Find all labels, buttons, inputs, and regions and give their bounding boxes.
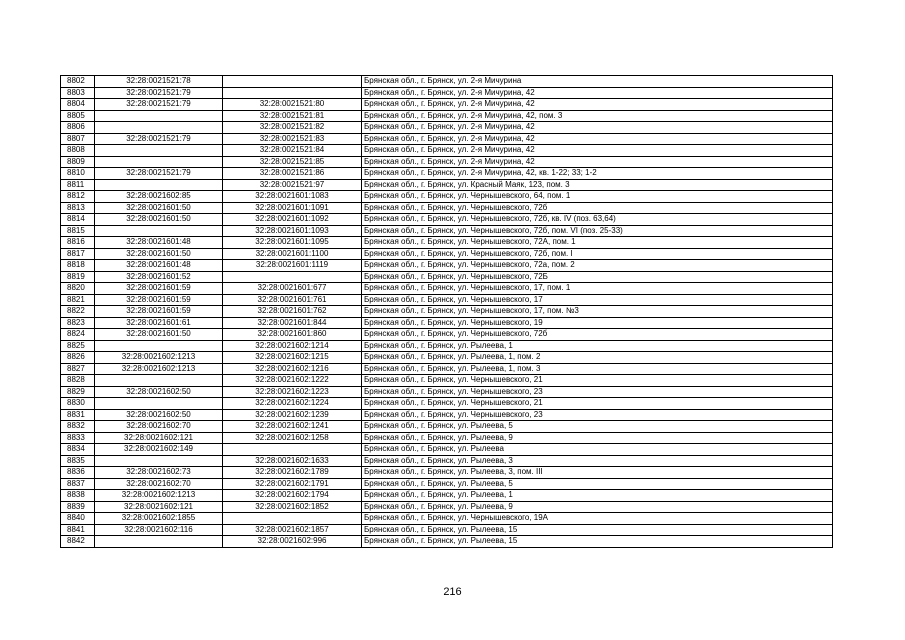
record-number-cell: 8831 — [61, 409, 95, 421]
parent-cadastral-number-cell: 32:28:0021601:61 — [95, 317, 223, 329]
record-number-cell: 8833 — [61, 432, 95, 444]
parent-cadastral-number-cell: 32:28:0021521:78 — [95, 76, 223, 88]
table-row — [61, 283, 833, 295]
table-row — [61, 524, 833, 536]
table-row — [61, 513, 833, 525]
address-cell: Брянская обл., г. Брянск, ул. Рылеева — [362, 444, 833, 456]
record-number-cell: 8816 — [61, 237, 95, 249]
address-cell: Брянская обл., г. Брянск, ул. Чернышевского, 17, пом. 1 — [362, 283, 833, 295]
address-cell: Брянская обл., г. Брянск, ул. Рылеева, 9 — [362, 432, 833, 444]
cadastral-number-cell: 32:28:0021601:844 — [223, 317, 362, 329]
cadastral-number-cell: 32:28:0021602:1239 — [223, 409, 362, 421]
table-row — [61, 352, 833, 364]
address-cell: Брянская обл., г. Брянск, ул. Чернышевского, 17, пом. №3 — [362, 306, 833, 318]
parent-cadastral-number-cell — [95, 225, 223, 237]
record-number-cell: 8824 — [61, 329, 95, 341]
address-cell: Брянская обл., г. Брянск, ул. Чернышевского, 72б, пом. I — [362, 248, 833, 260]
record-number-cell: 8837 — [61, 478, 95, 490]
cadastral-number-cell: 32:28:0021602:1857 — [223, 524, 362, 536]
cadastral-number-cell: 32:28:0021602:1222 — [223, 375, 362, 387]
cadastral-number-cell: 32:28:0021602:1852 — [223, 501, 362, 513]
cadastral-number-cell: 32:28:0021521:83 — [223, 133, 362, 145]
record-number-cell: 8828 — [61, 375, 95, 387]
parent-cadastral-number-cell — [95, 536, 223, 548]
address-cell: Брянская обл., г. Брянск, ул. Красный Маяк, 123, пом. 3 — [362, 179, 833, 191]
record-number-cell: 8839 — [61, 501, 95, 513]
table-row — [61, 444, 833, 456]
address-cell: Брянская обл., г. Брянск, ул. Чернышевского, 17 — [362, 294, 833, 306]
address-cell: Брянская обл., г. Брянск, ул. Чернышевского, 23 — [362, 386, 833, 398]
parent-cadastral-number-cell: 32:28:0021602:116 — [95, 524, 223, 536]
cadastral-number-cell: 32:28:0021602:1241 — [223, 421, 362, 433]
address-cell: Брянская обл., г. Брянск, ул. Рылеева, 3, пом. III — [362, 467, 833, 479]
address-cell: Брянская обл., г. Брянск, ул. Чернышевского, 19А — [362, 513, 833, 525]
cadastral-number-cell: 32:28:0021521:80 — [223, 99, 362, 111]
table-row — [61, 133, 833, 145]
table-row — [61, 386, 833, 398]
parent-cadastral-number-cell: 32:28:0021521:79 — [95, 133, 223, 145]
record-number-cell: 8808 — [61, 145, 95, 157]
record-number-cell: 8842 — [61, 536, 95, 548]
table-row — [61, 421, 833, 433]
address-cell: Брянская обл., г. Брянск, ул. Чернышевского, 72б, пом. VI (поз. 25-33) — [362, 225, 833, 237]
page-number: 216 — [443, 586, 462, 598]
table-row — [61, 260, 833, 272]
parent-cadastral-number-cell: 32:28:0021601:48 — [95, 260, 223, 272]
cadastral-number-cell: 32:28:0021601:860 — [223, 329, 362, 341]
parent-cadastral-number-cell: 32:28:0021602:121 — [95, 501, 223, 513]
table-row — [61, 168, 833, 180]
table-row — [61, 363, 833, 375]
record-number-cell: 8806 — [61, 122, 95, 134]
cadastral-number-cell: 32:28:0021601:1100 — [223, 248, 362, 260]
cadastral-number-cell: 32:28:0021601:1093 — [223, 225, 362, 237]
parent-cadastral-number-cell: 32:28:0021601:59 — [95, 294, 223, 306]
parent-cadastral-number-cell — [95, 340, 223, 352]
address-cell: Брянская обл., г. Брянск, ул. Чернышевского, 72б — [362, 202, 833, 214]
cadastral-number-cell: 32:28:0021602:1633 — [223, 455, 362, 467]
address-cell: Брянская обл., г. Брянск, ул. Чернышевского, 21 — [362, 398, 833, 410]
record-number-cell: 8823 — [61, 317, 95, 329]
address-cell: Брянская обл., г. Брянск, ул. Рылеева, 1 — [362, 340, 833, 352]
cadastral-number-cell: 32:28:0021602:1791 — [223, 478, 362, 490]
record-number-cell: 8820 — [61, 283, 95, 295]
cadastral-number-cell: 32:28:0021602:996 — [223, 536, 362, 548]
parent-cadastral-number-cell — [95, 110, 223, 122]
address-cell: Брянская обл., г. Брянск, ул. Рылеева, 15 — [362, 536, 833, 548]
address-cell: Брянская обл., г. Брянск, ул. 2-я Мичурина, 42 — [362, 99, 833, 111]
parent-cadastral-number-cell: 32:28:0021602:1213 — [95, 490, 223, 502]
table-row — [61, 271, 833, 283]
cadastral-number-cell: 32:28:0021521:85 — [223, 156, 362, 168]
cadastral-number-cell: 32:28:0021601:1083 — [223, 191, 362, 203]
parent-cadastral-number-cell — [95, 375, 223, 387]
parent-cadastral-number-cell: 32:28:0021601:50 — [95, 329, 223, 341]
table-row — [61, 432, 833, 444]
parent-cadastral-number-cell: 32:28:0021601:52 — [95, 271, 223, 283]
address-cell: Брянская обл., г. Брянск, ул. Чернышевского, 72Б — [362, 271, 833, 283]
record-number-cell: 8805 — [61, 110, 95, 122]
record-number-cell: 8835 — [61, 455, 95, 467]
cadastral-number-cell — [223, 271, 362, 283]
cadastral-number-cell: 32:28:0021602:1214 — [223, 340, 362, 352]
parent-cadastral-number-cell: 32:28:0021602:1213 — [95, 352, 223, 364]
table-row — [61, 294, 833, 306]
parent-cadastral-number-cell: 32:28:0021601:48 — [95, 237, 223, 249]
table-row — [61, 306, 833, 318]
parent-cadastral-number-cell — [95, 122, 223, 134]
record-number-cell: 8810 — [61, 168, 95, 180]
address-cell: Брянская обл., г. Брянск, ул. 2-я Мичурина — [362, 76, 833, 88]
parent-cadastral-number-cell: 32:28:0021521:79 — [95, 87, 223, 99]
record-number-cell: 8829 — [61, 386, 95, 398]
cadastral-number-cell: 32:28:0021521:81 — [223, 110, 362, 122]
record-number-cell: 8809 — [61, 156, 95, 168]
table-row — [61, 409, 833, 421]
table-row — [61, 248, 833, 260]
registry-table-body — [61, 76, 833, 548]
parent-cadastral-number-cell: 32:28:0021601:50 — [95, 202, 223, 214]
cadastral-number-cell: 32:28:0021521:97 — [223, 179, 362, 191]
parent-cadastral-number-cell: 32:28:0021602:1213 — [95, 363, 223, 375]
parent-cadastral-number-cell: 32:28:0021602:1855 — [95, 513, 223, 525]
cadastral-number-cell: 32:28:0021602:1215 — [223, 352, 362, 364]
record-number-cell: 8807 — [61, 133, 95, 145]
table-row — [61, 501, 833, 513]
address-cell: Брянская обл., г. Брянск, ул. 2-я Мичурина, 42 — [362, 122, 833, 134]
record-number-cell: 8834 — [61, 444, 95, 456]
record-number-cell: 8832 — [61, 421, 95, 433]
record-number-cell: 8819 — [61, 271, 95, 283]
record-number-cell: 8827 — [61, 363, 95, 375]
record-number-cell: 8811 — [61, 179, 95, 191]
address-cell: Брянская обл., г. Брянск, ул. Чернышевского, 72а, пом. 2 — [362, 260, 833, 272]
table-row — [61, 329, 833, 341]
parent-cadastral-number-cell — [95, 398, 223, 410]
table-row — [61, 455, 833, 467]
table-row — [61, 467, 833, 479]
address-cell: Брянская обл., г. Брянск, ул. 2-я Мичурина, 42 — [362, 145, 833, 157]
table-row — [61, 122, 833, 134]
address-cell: Брянская обл., г. Брянск, ул. Чернышевского, 23 — [362, 409, 833, 421]
table-row — [61, 110, 833, 122]
parent-cadastral-number-cell: 32:28:0021602:70 — [95, 478, 223, 490]
cadastral-number-cell — [223, 76, 362, 88]
parent-cadastral-number-cell: 32:28:0021601:59 — [95, 306, 223, 318]
record-number-cell: 8822 — [61, 306, 95, 318]
parent-cadastral-number-cell: 32:28:0021601:50 — [95, 214, 223, 226]
parent-cadastral-number-cell: 32:28:0021602:50 — [95, 409, 223, 421]
record-number-cell: 8826 — [61, 352, 95, 364]
table-row — [61, 237, 833, 249]
table-row — [61, 490, 833, 502]
address-cell: Брянская обл., г. Брянск, ул. Рылеева, 5 — [362, 478, 833, 490]
cadastral-number-cell — [223, 87, 362, 99]
record-number-cell: 8815 — [61, 225, 95, 237]
address-cell: Брянская обл., г. Брянск, ул. Рылеева, 1, пом. 3 — [362, 363, 833, 375]
address-cell: Брянская обл., г. Брянск, ул. 2-я Мичурина, 42, пом. 3 — [362, 110, 833, 122]
table-row — [61, 398, 833, 410]
cadastral-number-cell: 32:28:0021521:86 — [223, 168, 362, 180]
record-number-cell: 8812 — [61, 191, 95, 203]
record-number-cell: 8814 — [61, 214, 95, 226]
cadastral-number-cell: 32:28:0021601:1092 — [223, 214, 362, 226]
address-cell: Брянская обл., г. Брянск, ул. Чернышевского, 21 — [362, 375, 833, 387]
cadastral-number-cell: 32:28:0021602:1224 — [223, 398, 362, 410]
address-cell: Брянская обл., г. Брянск, ул. Рылеева, 9 — [362, 501, 833, 513]
cadastral-number-cell — [223, 444, 362, 456]
address-cell: Брянская обл., г. Брянск, ул. 2-я Мичурина, 42 — [362, 133, 833, 145]
table-row — [61, 156, 833, 168]
parent-cadastral-number-cell — [95, 455, 223, 467]
table-row — [61, 225, 833, 237]
address-cell: Брянская обл., г. Брянск, ул. Чернышевского, 19 — [362, 317, 833, 329]
table-row — [61, 202, 833, 214]
record-number-cell: 8813 — [61, 202, 95, 214]
record-number-cell: 8825 — [61, 340, 95, 352]
record-number-cell: 8841 — [61, 524, 95, 536]
table-row — [61, 214, 833, 226]
address-cell: Брянская обл., г. Брянск, ул. Чернышевского, 64, пом. 1 — [362, 191, 833, 203]
address-cell: Брянская обл., г. Брянск, ул. Рылеева, 1 — [362, 490, 833, 502]
parent-cadastral-number-cell: 32:28:0021602:149 — [95, 444, 223, 456]
parent-cadastral-number-cell: 32:28:0021602:121 — [95, 432, 223, 444]
record-number-cell: 8817 — [61, 248, 95, 260]
record-number-cell: 8803 — [61, 87, 95, 99]
cadastral-number-cell: 32:28:0021601:1091 — [223, 202, 362, 214]
record-number-cell: 8830 — [61, 398, 95, 410]
table-row — [61, 76, 833, 88]
cadastral-number-cell: 32:28:0021601:762 — [223, 306, 362, 318]
table-row — [61, 145, 833, 157]
record-number-cell: 8804 — [61, 99, 95, 111]
parent-cadastral-number-cell: 32:28:0021521:79 — [95, 99, 223, 111]
table-row — [61, 99, 833, 111]
cadastral-number-cell: 32:28:0021521:82 — [223, 122, 362, 134]
address-cell: Брянская обл., г. Брянск, ул. Рылеева, 5 — [362, 421, 833, 433]
address-cell: Брянская обл., г. Брянск, ул. 2-я Мичурина, 42, кв. 1-22; 33; 1-2 — [362, 168, 833, 180]
address-cell: Брянская обл., г. Брянск, ул. 2-я Мичурина, 42 — [362, 87, 833, 99]
table-row — [61, 375, 833, 387]
record-number-cell: 8838 — [61, 490, 95, 502]
address-cell: Брянская обл., г. Брянск, ул. Чернышевского, 72А, пом. 1 — [362, 237, 833, 249]
address-cell: Брянская обл., г. Брянск, ул. 2-я Мичурина, 42 — [362, 156, 833, 168]
cadastral-number-cell: 32:28:0021602:1789 — [223, 467, 362, 479]
record-number-cell: 8840 — [61, 513, 95, 525]
cadastral-number-cell: 32:28:0021521:84 — [223, 145, 362, 157]
cadastral-number-cell: 32:28:0021601:1095 — [223, 237, 362, 249]
parent-cadastral-number-cell: 32:28:0021602:50 — [95, 386, 223, 398]
registry-table — [60, 75, 833, 548]
address-cell: Брянская обл., г. Брянск, ул. Рылеева, 1, пом. 2 — [362, 352, 833, 364]
table-row — [61, 191, 833, 203]
parent-cadastral-number-cell: 32:28:0021602:73 — [95, 467, 223, 479]
parent-cadastral-number-cell: 32:28:0021601:50 — [95, 248, 223, 260]
table-row — [61, 536, 833, 548]
cadastral-number-cell: 32:28:0021602:1794 — [223, 490, 362, 502]
cadastral-number-cell: 32:28:0021602:1258 — [223, 432, 362, 444]
cadastral-number-cell: 32:28:0021602:1216 — [223, 363, 362, 375]
parent-cadastral-number-cell: 32:28:0021521:79 — [95, 168, 223, 180]
cadastral-number-cell — [223, 513, 362, 525]
parent-cadastral-number-cell — [95, 156, 223, 168]
record-number-cell: 8802 — [61, 76, 95, 88]
cadastral-number-cell: 32:28:0021601:1119 — [223, 260, 362, 272]
parent-cadastral-number-cell: 32:28:0021602:70 — [95, 421, 223, 433]
table-row — [61, 179, 833, 191]
table-row — [61, 87, 833, 99]
parent-cadastral-number-cell: 32:28:0021601:59 — [95, 283, 223, 295]
parent-cadastral-number-cell: 32:28:0021602:85 — [95, 191, 223, 203]
record-number-cell: 8836 — [61, 467, 95, 479]
parent-cadastral-number-cell — [95, 179, 223, 191]
cadastral-number-cell: 32:28:0021601:761 — [223, 294, 362, 306]
record-number-cell: 8818 — [61, 260, 95, 272]
record-number-cell: 8821 — [61, 294, 95, 306]
address-cell: Брянская обл., г. Брянск, ул. Рылеева, 15 — [362, 524, 833, 536]
table-row — [61, 317, 833, 329]
address-cell: Брянская обл., г. Брянск, ул. Рылеева, 3 — [362, 455, 833, 467]
address-cell: Брянская обл., г. Брянск, ул. Чернышевского, 72б — [362, 329, 833, 341]
cadastral-number-cell: 32:28:0021601:677 — [223, 283, 362, 295]
parent-cadastral-number-cell — [95, 145, 223, 157]
table-row — [61, 478, 833, 490]
table-row — [61, 340, 833, 352]
cadastral-number-cell: 32:28:0021602:1223 — [223, 386, 362, 398]
address-cell: Брянская обл., г. Брянск, ул. Чернышевского, 72б, кв. IV (поз. 63,64) — [362, 214, 833, 226]
